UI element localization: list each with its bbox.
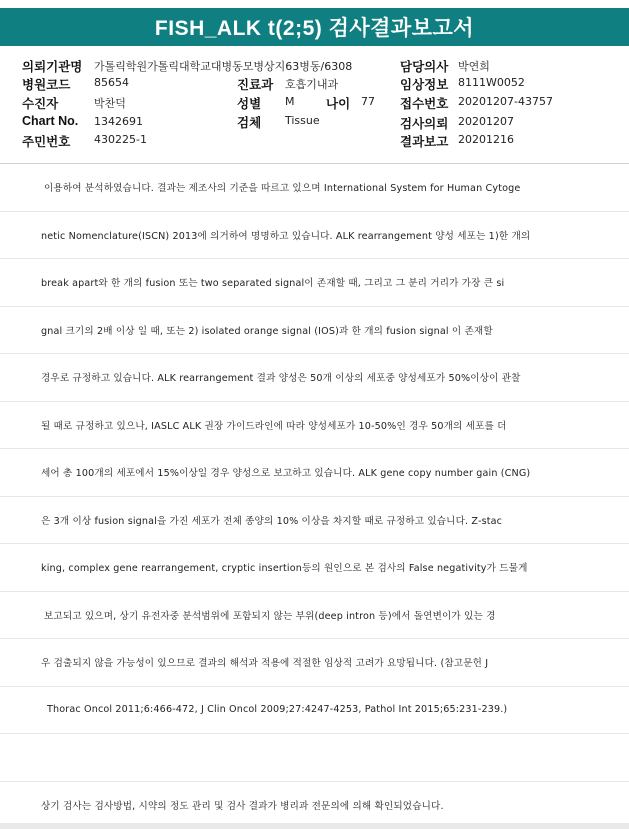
- department-value: 호흡기내과: [285, 78, 339, 91]
- resident-no-value: 430225-1: [94, 133, 147, 146]
- age-value: 77: [361, 95, 375, 108]
- report-body: [0, 164, 629, 824]
- request-date-value: 20201207: [458, 115, 514, 128]
- clinical-info-value: 8111W0052: [458, 76, 525, 89]
- body-line: 이용하여 분석하였습니다. 결과는 제조사의 기준을 따르고 있으며 International System for Human Cytoge: [0, 164, 629, 212]
- chart-no-value: 1342691: [94, 115, 143, 128]
- body-line: 경우로 규정하고 있습니다. ALK rearrangement 결과 양성은 50개 이상의 세포중 양성세포가 50%이상이 관찰: [0, 354, 629, 402]
- body-line-empty: [0, 734, 629, 782]
- body-line: 세어 총 100개의 세포에서 15%이상일 경우 양성으로 보고하고 있습니다. ALK gene copy number gain (CNG): [0, 449, 629, 497]
- age-label: 나이: [326, 97, 351, 111]
- sex-value: M: [285, 95, 295, 108]
- report-date-value: 20201216: [458, 133, 514, 146]
- body-line: 은 3개 이상 fusion signal을 가진 세포가 전체 종양의 10% 이상을 차지할 때로 규정하고 있습니다. Z-stac: [0, 497, 629, 545]
- resident-no-label: 주민번호: [22, 135, 71, 149]
- body-line: break apart와 한 개의 fusion 또는 two separated signal이 존재할 때, 그리고 그 분리 거리가 가장 큰 si: [0, 259, 629, 307]
- body-line: netic Nomenclature(ISCN) 2013에 의거하여 명명하고 있습니다. ALK rearrangement 양성 세포는 1)한 개의: [0, 212, 629, 260]
- specimen-label: 검체: [237, 116, 262, 130]
- patient-info-header: [0, 51, 629, 164]
- report-title: FISH_ALK t(2;5) 검사결과보고서: [0, 8, 629, 46]
- receipt-no-value: 20201207-43757: [458, 95, 553, 108]
- specimen-value: Tissue: [285, 114, 320, 127]
- body-line: gnal 크기의 2배 이상 일 때, 또는 2) isolated orange signal (IOS)과 한 개의 fusion signal 이 존재할: [0, 307, 629, 355]
- doctor-label: 담당의사: [400, 60, 449, 74]
- receipt-no-label: 접수번호: [400, 97, 449, 111]
- clinical-info-label: 임상정보: [400, 78, 449, 92]
- body-line: 우 검출되지 않을 가능성이 있으므로 결과의 해석과 적용에 적절한 임상적 고려가 요망됩니다. (참고문헌 J: [0, 639, 629, 687]
- institution-label: 의뢰기관명: [22, 60, 83, 74]
- body-line: Thorac Oncol 2011;6:466-472, J Clin Oncol 2009;27:4247-4253, Pathol Int 2015;65:231-239.): [0, 687, 629, 735]
- body-line-confirmation: 상기 검사는 검사방법, 시약의 정도 관리 및 검사 결과가 병리과 전문의에 의해 확인되었습니다.: [41, 801, 444, 813]
- body-line: 보고되고 있으며, 상기 유전자중 분석범위에 포함되지 않는 부위(deep intron 등)에서 돌연변이가 있는 경: [0, 592, 629, 640]
- doctor-value: 박연희: [458, 60, 490, 73]
- request-date-label: 검사의뢰: [400, 117, 449, 131]
- institution-value: 가톨릭학원가톨릭대학교대병동모병상지63병동/6308: [94, 60, 353, 73]
- sex-label: 성별: [237, 97, 262, 111]
- hospital-code-label: 병원코드: [22, 78, 71, 92]
- patient-label: 수진자: [22, 97, 59, 111]
- patient-value: 박찬덕: [94, 97, 126, 110]
- department-label: 진료과: [237, 78, 274, 92]
- bottom-divider: [0, 823, 629, 829]
- body-line: 될 때로 규정하고 있으나, IASLC ALK 권장 가이드라인에 따라 양성세포가 10-50%인 경우 50개의 세포를 더: [0, 402, 629, 450]
- chart-no-label: Chart No.: [22, 114, 79, 128]
- hospital-code-value: 85654: [94, 76, 129, 89]
- body-line: king, complex gene rearrangement, cryptic insertion등의 원인으로 본 검사의 False negativity가 드물게: [0, 544, 629, 592]
- report-date-label: 결과보고: [400, 135, 449, 149]
